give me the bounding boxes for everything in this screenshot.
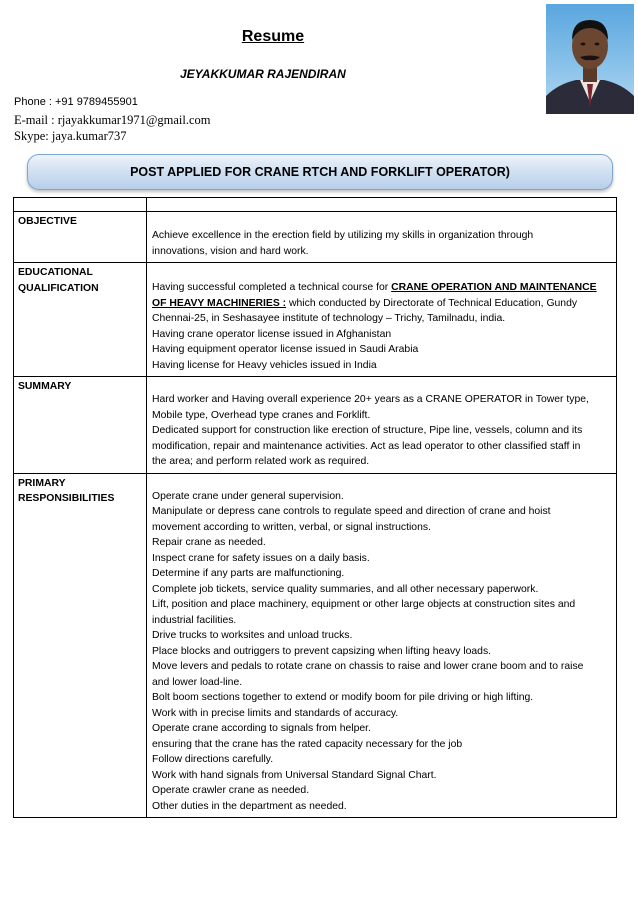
education-line: Having equipment operator license issued in Saudi Arabia [152,344,419,355]
empty-cell [14,198,147,212]
education-line [152,280,613,296]
summary-line: the area; and perform related work as required. [152,456,370,467]
responsibilities-label-line1: PRIMARY [18,477,66,489]
education-line: Chennai-25, in Seshasayee institute of technology – Trichy, Tamilnadu, india. [152,313,506,324]
resume-title: Resume [241,28,305,45]
education-line: Having crane operator license issued in Afghanistan [152,328,392,340]
responsibility-line: Repair crane as needed. [152,537,266,548]
responsibility-line: industrial facilities. [152,614,237,626]
email-text: E-mail : rjayakkumar1971@gmail.com [14,113,211,127]
objective-label: OBJECTIVE [14,212,147,263]
responsibility-line: Operate crane under general supervision. [152,490,344,502]
responsibility-line: movement according to written, verbal, or signal instructions. [152,521,431,533]
responsibilities-row [14,473,617,818]
phone-text: Phone : +91 9789455901 [14,96,138,108]
resume-table [13,197,617,818]
responsibility-line: Move levers and pedals to rotate crane on chassis to raise and lower crane boom and to raise [152,661,584,672]
education-label-line1: EDUCATIONAL [18,267,93,278]
responsibilities-label [14,473,147,818]
summary-line: Hard worker and Having overall experience 20+ years as a CRANE OPERATOR in Tower type, [152,394,589,405]
course-rest: which conducted by Directorate of Technical Education, Gundy [286,297,578,309]
responsibility-line: Lift, position and place machinery, equipment or other large objects at construction sites and [152,599,576,610]
responsibility-line: Operate crane according to signals from helper. [152,723,371,734]
responsibility-line: Operate crawler crane as needed. [152,785,310,796]
responsibility-line: Place blocks and outriggers to prevent capsizing when lifting heavy loads. [152,645,492,657]
table-header-row [14,198,617,212]
education-label-line2: QUALIFICATION [18,282,99,294]
objective-content [147,212,617,263]
empty-cell [147,198,617,212]
responsibility-line: Determine if any parts are malfunctioning. [152,568,345,579]
profile-photo [546,4,634,114]
course-name: CRANE OPERATION AND MAINTENANCE [391,282,597,293]
responsibility-line: ensuring that the crane has the rated capacity necessary for the job [152,738,463,750]
responsibility-line: Manipulate or depress cane controls to regulate speed and direction of crane and hoist [152,506,551,517]
responsibility-line: Inspect crane for safety issues on a daily basis. [152,552,370,564]
responsibility-line: Other duties in the department as needed. [152,800,347,812]
responsibilities-label-line2: RESPONSIBILITIES [18,493,115,504]
summary-content [147,377,617,474]
summary-line: modification, repair and maintenance activities. Act as lead operator to other classified staff in [152,440,581,452]
education-line: Having license for Heavy vehicles issued in India [152,359,377,371]
responsibility-line: Complete job tickets, service quality summaries, and all other necessary paperwork. [152,583,539,595]
responsibilities-content [147,473,617,818]
responsibility-line: Work with hand signals from Universal Standard Signal Chart. [152,769,437,781]
responsibility-line: and lower load-line. [152,676,243,688]
education-line [152,296,613,312]
summary-label: SUMMARY [14,377,147,474]
objective-line: innovations, vision and hard work. [152,245,309,257]
responsibility-line: Follow directions carefully. [152,754,274,765]
objective-line: Achieve excellence in the erection field by utilizing my skills in organization through [152,230,534,241]
post-applied-banner: POST APPLIED FOR CRANE RTCH AND FORKLIFT OPERATOR) [27,154,613,190]
education-row [14,263,617,377]
summary-line: Mobile type, Overhead type cranes and Forklift. [152,409,371,421]
responsibility-line: Work with in precise limits and standards of accuracy. [152,707,399,719]
responsibility-line: Bolt boom sections together to extend or modify boom for pile driving or high lifting. [152,692,534,703]
skype-text: Skype: jaya.kumar737 [14,129,127,143]
responsibility-line: Drive trucks to worksites and unload trucks. [152,630,353,641]
summary-line: Dedicated support for construction like erection of structure, Pipe line, vessels, column and its [152,425,583,436]
education-content [147,263,617,377]
candidate-name: JEYAKKUMAR RAJENDIRAN [180,67,346,81]
objective-row [14,212,617,263]
summary-row [14,377,617,474]
education-intro: Having successful completed a technical course for [152,282,392,293]
education-label [14,263,147,377]
course-name-cont: OF HEAVY MACHINERIES : [152,297,287,309]
